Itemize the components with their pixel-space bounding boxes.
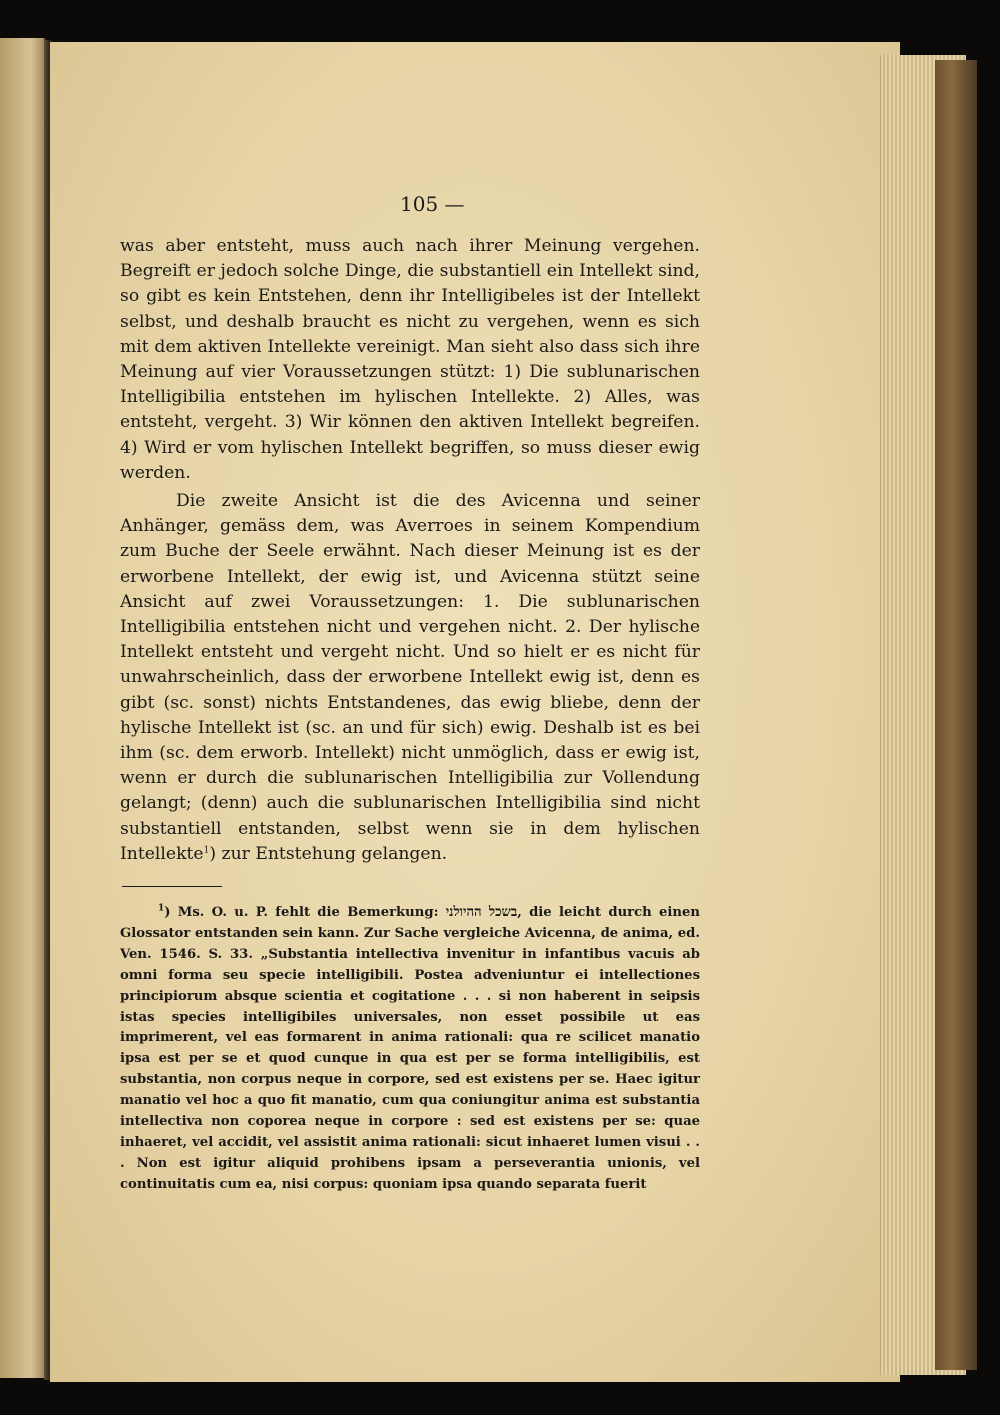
facing-page-edge bbox=[0, 38, 46, 1378]
main-text bbox=[120, 234, 700, 867]
footnote: $^1$) Ms. O. u. P. fehlt die Bemerkung: בשכל ההיולני, die leicht durch einen Glossator entstanden sein kann. Zur Sache vergleiche Avicenna, de anima, ed. Ven. 1546. S. 33. „Substantia intellectiva invenitur in infantibus vacuis ab omni forma seu specie intelligibili. Postea adveniuntur ei intellectiones principiorum absque scientia et cogitatione . . . si non haberent in seipsis istas species intelligibiles universales, non esset possibile ut eas imprimerent, vel eas formarent in anima rationali: qua re scilicet manatio ipsa est per se et quod cunque in qua est per se forma intelligibilis, est substantia, non corpus neque in corpore, sed est existens per se. Haec igitur manatio vel hoc a quo fit manatio, cum qua coniungitur anima est substantia intellectiva non coporea neque in corpore : sed est existens per se: quae inhaeret, vel accidit, vel assistit anima rationali: sicut inhaeret lumen visui . . . Non est igitur aliquid prohibens ipsam a perseverantia unionis, vel continuitatis cum ea, nisi corpus: quoniam ipsa quando separata fuerit bbox=[120, 903, 700, 1192]
footnote-marker: 1 bbox=[158, 903, 165, 914]
footnote-text: Ms. O. u. P. fehlt die Bemerkung: בשכל ההיולני, die leicht durch einen Glossator entstanden sein kann. Zur Sache vergleiche Avicenna, de anima, ed. Ven. 1546. S. 33. „Substantia intellectiva invenitur in infantibus vacuis ab omni forma seu specie intelligibili. Postea adveniuntur ei intellectiones principiorum absque scientia et cogitatione . . . si non haberent in seipsis istas species intelligibiles universales, non esset possibile ut eas imprimerent, vel eas formarent in anima rationali: qua re scilicet manatio ipsa est per se et quod cunque in qua est per se forma intelligibilis, est substantia, non corpus neque in corpore, sed est existens per se. Haec igitur manatio vel hoc a quo fit manatio, cum qua coniungitur anima est substantia intellectiva non coporea neque in corpore : sed est existens per se: quae inhaeret, vel accidit, vel assistit anima rationali: sicut inhaeret lumen visui . . . Non est igitur aliquid prohibens ipsam a perseverantia unionis, vel continuitatis cum ea, nisi corpus: quoniam ipsa quando separata fuerit bbox=[120, 905, 700, 1192]
paragraph-2 bbox=[120, 489, 700, 867]
book-cover-edge bbox=[935, 60, 977, 1370]
page-number: 105 — bbox=[400, 192, 465, 216]
footnote-rule bbox=[122, 886, 222, 887]
paragraph-1: was aber entsteht, muss auch nach ihrer Meinung vergehen. Begreift er jedoch solche Dinge, die substantiell ein Intellekt sind, so gibt es kein Entstehen, denn ihr Intelligibeles ist der Intellekt selbst, und deshalb braucht es nicht zu vergehen, wenn es sich mit dem aktiven Intellekte vereinigt. Man sieht also dass sich ihre Meinung auf vier Voraussetzungen stützt: 1) Die sublunarischen Intelligibilia entstehen im hylischen Intellekte. 2) Alles, was entsteht, vergeht. 3) Wir können den aktiven Intellekt begreifen. 4) Wird er vom hylischen Intellekt begriffen, so muss dieser ewig werden. bbox=[120, 236, 700, 483]
footnote-reference: 1 bbox=[203, 845, 210, 856]
paragraph-2-end: ) zur Entstehung gelangen. bbox=[209, 843, 448, 864]
paragraph-2-text: Die zweite Ansicht ist die des Avicenna und seiner Anhänger, gemäss dem, was Averroes in seinem Kompendium zum Buche der Seele erwähnt. Nach dieser Meinung ist es der erworbene Intellekt, der ewig ist, und Avicenna stützt seine Ansicht auf zwei Voraussetzungen: 1. Die sublunarischen Intelligibilia entstehen nicht und vergehen nicht. 2. Der hylische Intellekt entsteht und vergeht nicht. Und so hielt er es nicht für unwahrscheinlich, dass der erworbene Intellekt ewig ist, denn es gibt (sc. sonst) nichts Entstandenes, das ewig bliebe, denn der hylische Intellekt ist (sc. an und für sich) ewig. Deshalb ist es bei ihm (sc. dem erworb. Intellekt) nicht unmöglich, dass er ewig ist, wenn er durch die sublunarischen Intelligibilia zur Vollendung gelangt; (denn) auch die sublunarischen Intelligibilia sind nicht substantiell entstanden, selbst wenn sie in dem hylischen Intellekte bbox=[120, 491, 700, 864]
